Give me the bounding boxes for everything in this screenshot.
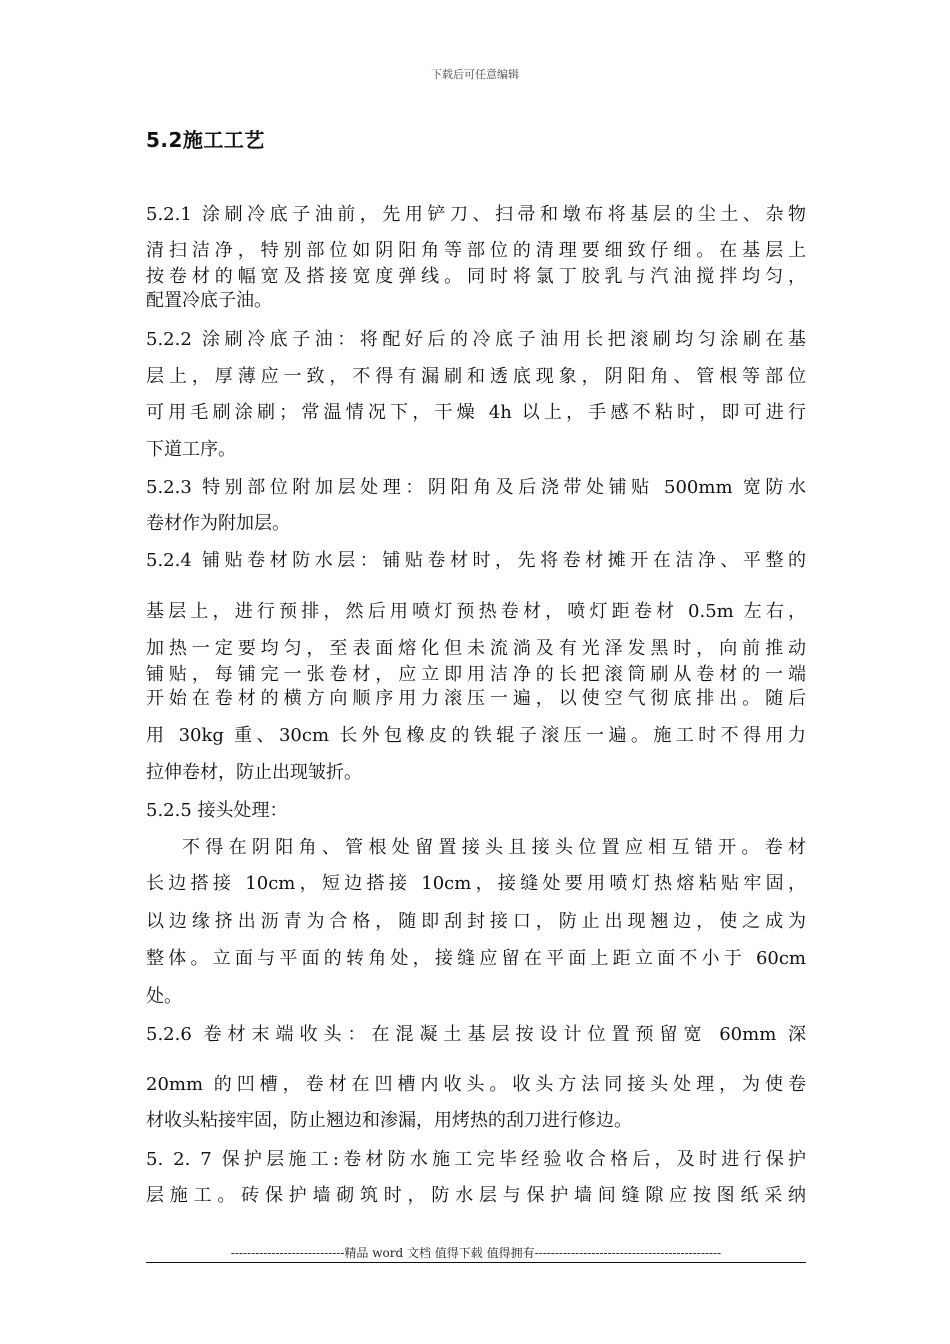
body-line: 5.2.6 卷材末端收头：在混凝土基层按设计位置预留宽 60mm 深 <box>146 1024 806 1045</box>
body-line: 整体。立面与平面的转角处，接缝应留在平面上距立面不小于 60cm <box>146 948 806 969</box>
body-line: 层上，厚薄应一致，不得有漏刷和透底现象，阴阳角、管根等部位 <box>146 366 806 387</box>
body-line: 5. 2. 7 保护层施工:卷材防水施工完毕经验收合格后，及时进行保护 <box>146 1149 806 1170</box>
body-line: 材收头粘接牢固，防止翘边和渗漏，用烤热的刮刀进行修边。 <box>146 1110 632 1131</box>
body-line: 卷材作为附加层。 <box>146 513 290 534</box>
body-line: 处。 <box>146 986 182 1007</box>
body-line: 拉伸卷材，防止出现皱折。 <box>146 762 362 783</box>
body-line: 不得在阴阳角、管根处留置接头且接头位置应相互错开。卷材 <box>182 837 806 858</box>
body-line: 层施工。砖保护墙砌筑时，防水层与保护墙间缝隙应按图纸采纳 <box>146 1185 806 1206</box>
body-line: 长边搭接 10cm，短边搭接 10cm，接缝处要用喷灯热熔粘贴牢固， <box>146 873 806 894</box>
body-line: 5.2.1 涂刷冷底子油前，先用铲刀、扫帚和墩布将基层的尘土、杂物 <box>146 204 806 225</box>
section-title: 5.2施工工艺 <box>146 128 265 152</box>
body-line: 加热一定要均匀，至表面熔化但未流淌及有光泽发黑时，向前推动 <box>146 638 806 659</box>
body-line: 5.2.4 铺贴卷材防水层：铺贴卷材时，先将卷材摊开在洁净、平整的 <box>146 550 806 571</box>
body-line: 下道工序。 <box>146 439 236 460</box>
body-line: 铺贴，每铺完一张卷材，应立即用洁净的长把滚筒刷从卷材的一端 <box>146 664 806 685</box>
body-line: 以边缘挤出沥青为合格，随即刮封接口，防止出现翘边，使之成为 <box>146 911 806 932</box>
body-line: 按卷材的幅宽及搭接宽度弹线。同时将氯丁胶乳与汽油搅拌均匀， <box>146 266 806 287</box>
body-line: 5.2.5 接头处理： <box>146 800 288 821</box>
body-line: 清扫洁净，特别部位如阴阳角等部位的清理要细致仔细。在基层上 <box>146 240 806 261</box>
body-line: 20mm 的凹槽，卷材在凹槽内收头。收头方法同接头处理，为使卷 <box>146 1074 806 1095</box>
page-footer-text: ----------------------------精品 word 文档 值得下载 值得拥有---------------------------------------------- <box>230 1246 722 1260</box>
body-line: 用 30kg 重、30cm 长外包橡皮的铁辊子滚压一遍。施工时不得用力 <box>146 725 806 746</box>
body-line: 5.2.3 特别部位附加层处理：阴阳角及后浇带处铺贴 500mm 宽防水 <box>146 477 806 498</box>
body-line: 5.2.2 涂刷冷底子油：将配好后的冷底子油用长把滚刷均匀涂刷在基 <box>146 329 806 350</box>
footer-divider <box>146 1262 806 1263</box>
body-line: 可用毛刷涂刷；常温情况下，干燥 4h 以上，手感不粘时，即可进行 <box>146 402 806 423</box>
body-line: 配置冷底子油。 <box>146 290 272 311</box>
body-line: 开始在卷材的横方向顺序用力滚压一遍，以使空气彻底排出。随后 <box>146 688 806 709</box>
body-line: 基层上，进行预排，然后用喷灯预热卷材，喷灯距卷材 0.5m 左右， <box>146 601 806 622</box>
page-header: 下载后可任意编辑 <box>431 68 519 81</box>
